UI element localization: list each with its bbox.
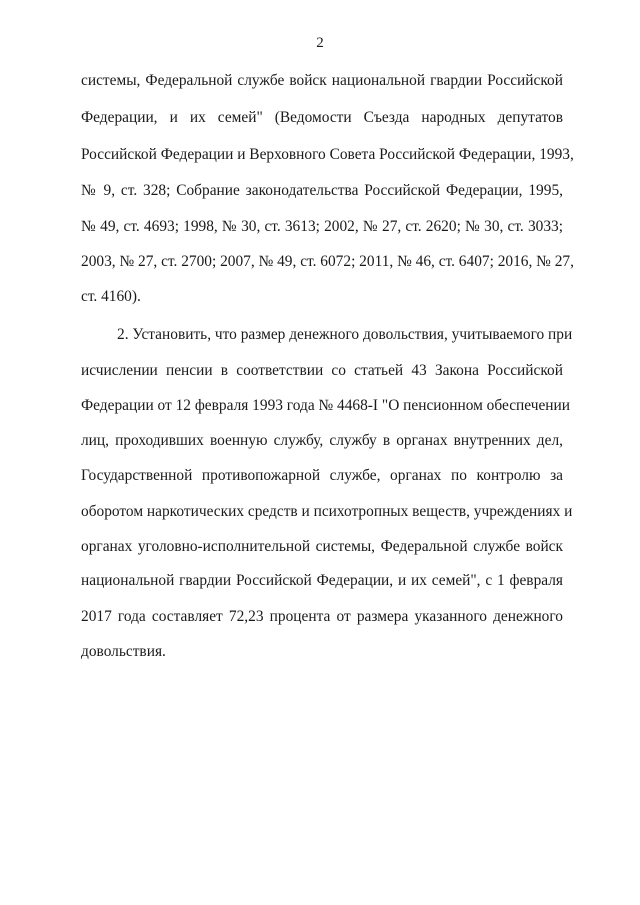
text-line: № 49, ст. 4693; 1998, № 30, ст. 3613; 2002, № 27, ст. 2620; № 30, ст. 3033; [81,218,563,235]
text-line: системы, Федеральной службе войск национальной гвардии Российской [81,72,563,89]
text-line: № 9, ст. 328; Собрание законодательства Российской Федерации, 1995, [81,182,563,199]
text-line: оборотом наркотических средств и психотропных веществ, учреждениях и [81,503,573,520]
text-line: 2. Установить, что размер денежного довольствия, учитываемого при [117,326,573,343]
text-line: лиц, проходивших военную службу, службу в органах внутренних дел, [81,432,563,449]
text-line: 2003, № 27, ст. 2700; 2007, № 49, ст. 6072; 2011, № 46, ст. 6407; 2016, № 27, [81,253,574,270]
text-line: Государственной противопожарной службе, органах по контролю за [81,467,563,484]
text-line: исчислении пенсии в соответствии со статьей 43 Закона Российской [81,362,563,379]
text-line: ст. 4160). [81,288,141,305]
text-line: органах уголовно-исполнительной системы, Федеральной службе войск [81,538,563,555]
text-line: Российской Федерации и Верховного Совета Российской Федерации, 1993, [81,146,574,163]
text-line: довольствия. [81,643,166,660]
text-line: Федерации от 12 февраля 1993 года № 4468-I "О пенсионном обеспечении [81,397,571,414]
text-line: национальной гвардии Российской Федерации, и их семей", с 1 февраля [81,572,563,589]
text-line: 2017 года составляет 72,23 процента от размера указанного денежного [81,608,563,625]
page-number: 2 [316,35,324,51]
text-line: Федерации, и их семей" (Ведомости Съезда народных депутатов [81,109,563,126]
